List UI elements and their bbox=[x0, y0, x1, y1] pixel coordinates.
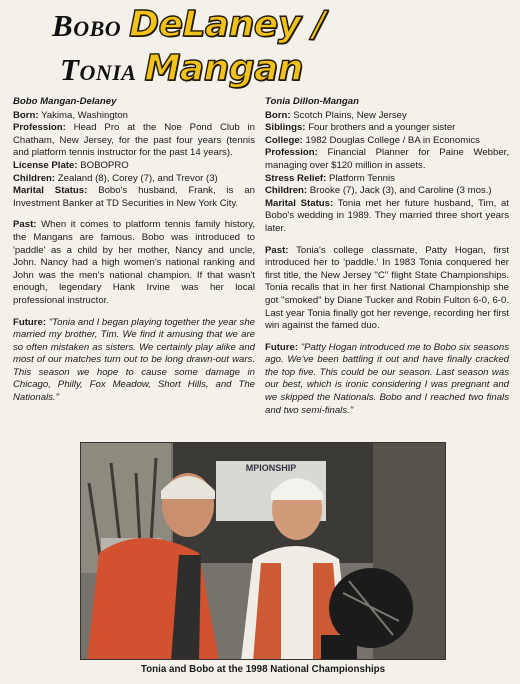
paddle-handle bbox=[321, 635, 357, 660]
spacer bbox=[13, 308, 255, 317]
children-value: Zealand (8), Corey (7), and Trevor (3) bbox=[57, 172, 218, 184]
profession-label: Profession: bbox=[13, 122, 66, 134]
born-label: Born: bbox=[13, 109, 39, 121]
future-quote: "Tonia and I began playing together the year she married my brother, Tim. We find it amusing that we are so often mistaken as sisters. We certainly play alike and most of our matches turn out to be long drawn-out wars. This season we hope to cause some damage in Chicago, Philly, Fox Meadow, Short Hills, and The Nationals." bbox=[13, 316, 255, 404]
children-value: Brooke (7), Jack (3), and Caroline (3 mos.) bbox=[309, 185, 492, 197]
future-quote: "Patty Hogan introduced me to Bobo six seasons ago. We've been battling it out and have finally cracked the top five. This could be our season. Last season was our best, which is ironic considering I was pregnant and we skipped the Nationals. Bobo and I reached two finals and two semi-finals." bbox=[265, 341, 509, 416]
plate-value: BOBOPRO bbox=[80, 159, 129, 171]
title-smallcaps-2: ONIA bbox=[79, 60, 137, 85]
profession-label: Profession: bbox=[265, 147, 318, 159]
college-entry bbox=[265, 135, 509, 148]
title-smallcaps-1: OBO bbox=[73, 16, 122, 41]
future-paragraph bbox=[265, 342, 509, 418]
profile-name: Bobo Mangan-Delaney bbox=[13, 96, 117, 107]
profession-value: Financial Planner for Paine Webber, managing over $120 million in assets. bbox=[265, 147, 509, 171]
spacer bbox=[265, 236, 509, 245]
stress-entry bbox=[265, 173, 509, 186]
born-label: Born: bbox=[265, 109, 291, 121]
siblings-entry bbox=[265, 122, 509, 135]
born-entry bbox=[13, 110, 255, 123]
spacer bbox=[13, 210, 255, 219]
past-label: Past: bbox=[265, 244, 289, 256]
plate-label: License Plate: bbox=[13, 159, 78, 171]
plate-entry bbox=[13, 160, 255, 173]
past-paragraph bbox=[13, 219, 255, 307]
children-entry bbox=[265, 185, 509, 198]
marital-entry bbox=[265, 198, 509, 236]
college-label: College: bbox=[265, 134, 303, 146]
past-text: Tonia's college classmate, Patty Hogan, first introduced her to 'paddle.' In 1983 Tonia conquered her first title, the New Jersey "C" flight State Championships. Tonia recalls that in her first National Championship she got "smoked" by Diane Tucker and Robin Fulton 6-0, 6-0. Last year Tonia finally got her revenge, recording her first win against the famed duo. bbox=[265, 244, 509, 332]
article-title bbox=[52, 4, 492, 92]
past-paragraph bbox=[265, 245, 509, 333]
stress-label: Stress Relief: bbox=[265, 172, 327, 184]
siblings-value: Four brothers and a younger sister bbox=[308, 122, 456, 134]
marital-value: Tonia met her future husband, Tim, at Bobo's wedding in 1989. They married three short years later. bbox=[265, 197, 510, 234]
future-label: Future: bbox=[265, 341, 299, 353]
title-line-1 bbox=[52, 4, 492, 48]
title-initial-2: T bbox=[60, 52, 80, 87]
stress-value: Platform Tennis bbox=[329, 172, 395, 184]
photo-caption: Tonia and Bobo at the 1998 National Championships bbox=[140, 664, 386, 675]
profession-entry bbox=[13, 122, 255, 160]
profile-name: Tonia Dillon-Mangan bbox=[265, 96, 359, 107]
photo-illustration bbox=[81, 443, 446, 660]
spacer bbox=[265, 333, 509, 342]
past-text: When it comes to platform tennis family history, the Mangans are famous. Bobo was introduced to 'paddle' as a child by her mother, Nancy and uncle, John. Nancy had a high women's national ranking and John was the men's national champion. If that wasn't enough, legendary Hank Irvine was her local professional instructor. bbox=[13, 219, 256, 306]
bobo-profile-column bbox=[13, 96, 255, 405]
profession-value: Head Pro at the Noe Pond Club in Chatham, New Jersey, for the past four years (tennis and platform tennis instructor for the past 14 years). bbox=[13, 122, 255, 159]
future-label: Future: bbox=[13, 316, 47, 328]
marital-value: Bobo's husband, Frank, is an Investment Banker at TD Securities in New York City. bbox=[13, 185, 255, 209]
marital-label: Marital Status: bbox=[13, 185, 88, 197]
children-label: Children: bbox=[13, 172, 56, 184]
children-entry bbox=[13, 173, 255, 186]
college-value: 1982 Douglas College / BA in Economics bbox=[305, 134, 480, 146]
title-surname-2: Mangan bbox=[144, 48, 303, 89]
sign-text: MPIONSHIP bbox=[245, 463, 297, 473]
title-line-2 bbox=[60, 48, 492, 92]
marital-label: Marital Status: bbox=[265, 197, 334, 209]
born-entry bbox=[265, 110, 509, 123]
marital-entry bbox=[13, 185, 255, 210]
children-label: Children: bbox=[265, 185, 308, 197]
players-photo bbox=[80, 442, 446, 660]
past-label: Past: bbox=[13, 219, 37, 231]
tonia-profile-column bbox=[265, 96, 509, 417]
siblings-label: Siblings: bbox=[265, 122, 306, 134]
future-paragraph bbox=[13, 317, 255, 405]
title-initial-1: B bbox=[52, 8, 74, 43]
born-value: Yakima, Washington bbox=[41, 109, 128, 121]
born-value: Scotch Plains, New Jersey bbox=[293, 109, 407, 121]
profession-entry bbox=[265, 147, 509, 172]
title-surname-1: DeLaney / bbox=[129, 4, 326, 45]
